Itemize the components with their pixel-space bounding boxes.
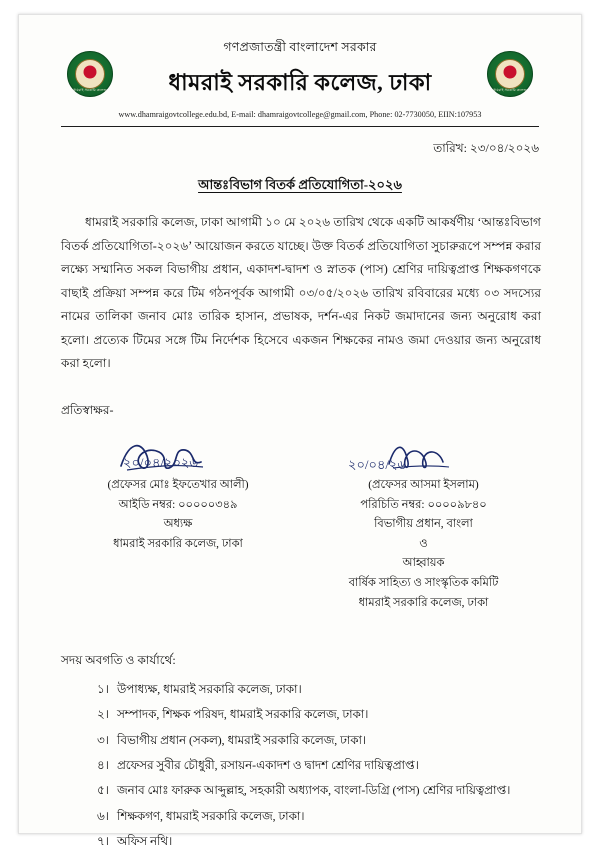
list-item-text: সম্পাদক, শিক্ষক পরিষদ, ধামরাই সরকারি কলেজ, ঢাকা।	[117, 707, 369, 722]
contact-line: www.dhamraigovtcollege.edu.bd, E-mail: dhamraigovtcollege@gmail.com, Phone: 02-7730050, EIIN:107953	[118, 110, 482, 119]
crest-caption-left: ধামরাই সরকারি কলেজ	[73, 88, 107, 92]
list-item	[19, 707, 581, 722]
list-item	[19, 834, 581, 848]
document-date: তারিখ: ২৩/০৪/২০২৬	[433, 141, 539, 155]
cc-list	[19, 682, 581, 848]
signatory-role-right: আহ্বায়ক	[402, 557, 445, 570]
government-line: গণপ্রজাতন্ত্রী বাংলাদেশ সরকার	[223, 40, 377, 54]
list-item	[19, 809, 581, 824]
list-item-text: প্রফেসর সুবীর চৌধুরী, রসায়ন-একাদশ ও দ্বাদশ শ্রেণির দায়িত্বপ্রাপ্ত।	[117, 758, 419, 773]
list-item-text: অফিস নথি।	[117, 834, 173, 848]
signature-area	[19, 436, 581, 646]
signatory-id-right: পরিচিতি নম্বর: ০০০০৯৮৪০	[360, 498, 487, 511]
header-divider	[61, 126, 539, 127]
list-item-number: ১।	[97, 682, 109, 697]
document-body: ধামরাই সরকারি কলেজ, ঢাকা আগামী ১০ মে ২০২৬ তারিখ থেকে একটি আকর্ষণীয় ‘আন্তঃবিভাগ বিতর্ক প্রতিযোগিতা-২০২৬’ আয়োজন করতে যাচ্ছে। উক্ত বিতর্ক প্রতিযোগিতা সুচারুরূপে সম্পন্ন করার লক্ষ্যে সম্মানিত সকল বিভাগীয় প্রধান, একাদশ-দ্বাদশ ও স্নাতক (পাস) শ্রেণির দায়িত্বপ্রাপ্ত শিক্ষকগণকে বাছাই প্রক্রিয়া সম্পন্ন করে টিম গঠনপূর্বক আগামী ০৩/০৫/২০২৬ তারিখ রবিবারের মধ্যে ০৩ সদস্যের নামের তালিকা জনাব মোঃ তারিক হাসান, প্রভাষক, দর্শন-এর নিকট জমাদানের জন্য অনুরোধ করা হলো। প্রত্যেক টিমের সঙ্গে টিম নির্দেশক হিসেবে একজন শিক্ষকের নামও জমা দেওয়ার জন্য অনুরোধ করা হলো।	[61, 215, 541, 371]
list-item	[19, 733, 581, 748]
document-sheet	[18, 14, 582, 848]
list-item-number: ২।	[97, 707, 109, 722]
signature-block-right	[296, 436, 551, 613]
list-item-number: ৬।	[97, 808, 109, 823]
signature-scribble-left-icon	[63, 436, 293, 476]
list-item	[19, 758, 581, 773]
signatory-institution-right: ধামরাই সরকারি কলেজ, ঢাকা	[358, 596, 489, 609]
college-crest-right-icon	[487, 51, 533, 97]
signature-date-right: ২০/০৪/২৬	[348, 457, 406, 473]
signature-block-left	[63, 436, 293, 554]
signatory-name-right: (প্রফেসর আসমা ইসলাম)	[368, 479, 479, 492]
cc-heading: সদয় অবগতি ও কার্যার্থে:	[61, 653, 176, 668]
list-item-text: বিভাগীয় প্রধান (সকল), ধামরাই সরকারি কলেজ, ঢাকা।	[117, 732, 367, 747]
list-item-text: উপাধ্যক্ষ, ধামরাই সরকারি কলেজ, ঢাকা।	[117, 682, 302, 697]
list-item-text: শিক্ষকগণ, ধামরাই সরকারি কলেজ, ঢাকা।	[117, 808, 305, 823]
list-item-number: ৫।	[97, 783, 109, 798]
list-item-text: জনাব মোঃ ফারুক আব্দুল্লাহ, সহকারী অধ্যাপক, বাংলা-ডিগ্রি (পাস) শ্রেণির দায়িত্বপ্রাপ্ত।	[117, 783, 511, 798]
signature-date-left: ২০/০৪/২০২৬	[123, 455, 198, 471]
countersign-label: প্রতিস্বাক্ষর-	[61, 403, 114, 418]
signatory-committee-right: বার্ষিক সাহিত্য ও সাংস্কৃতিক কমিটি	[348, 577, 499, 590]
document-title: আন্তঃবিভাগ বিতর্ক প্রতিযোগিতা-২০২৬	[198, 177, 402, 192]
list-item-number: ৩।	[97, 732, 109, 747]
signatory-designation-right: বিভাগীয় প্রধান, বাংলা	[374, 518, 473, 531]
signatory-id-left: আইডি নম্বর: ০০০০০৩৪৯	[118, 498, 238, 511]
document-header	[19, 15, 581, 127]
crest-caption-right: ধামরাই সরকারি কলেজ	[493, 88, 527, 92]
signatory-institution-left: ধামরাই সরকারি কলেজ, ঢাকা	[113, 537, 243, 550]
list-item-number: ৪।	[97, 758, 109, 773]
signatory-designation-left: অধ্যক্ষ	[163, 518, 193, 531]
institution-name: ধামরাই সরকারি কলেজ, ঢাকা	[168, 70, 432, 95]
signature-scribble-right-icon	[296, 436, 551, 476]
signatory-name-left: (প্রফেসর মোঃ ইফতেখার আলী)	[107, 479, 249, 492]
college-crest-left-icon	[67, 51, 113, 97]
list-item	[19, 783, 581, 798]
list-item-number: ৭।	[97, 834, 109, 848]
list-item	[19, 682, 581, 697]
signatory-conjunction-right: ও	[419, 537, 428, 550]
